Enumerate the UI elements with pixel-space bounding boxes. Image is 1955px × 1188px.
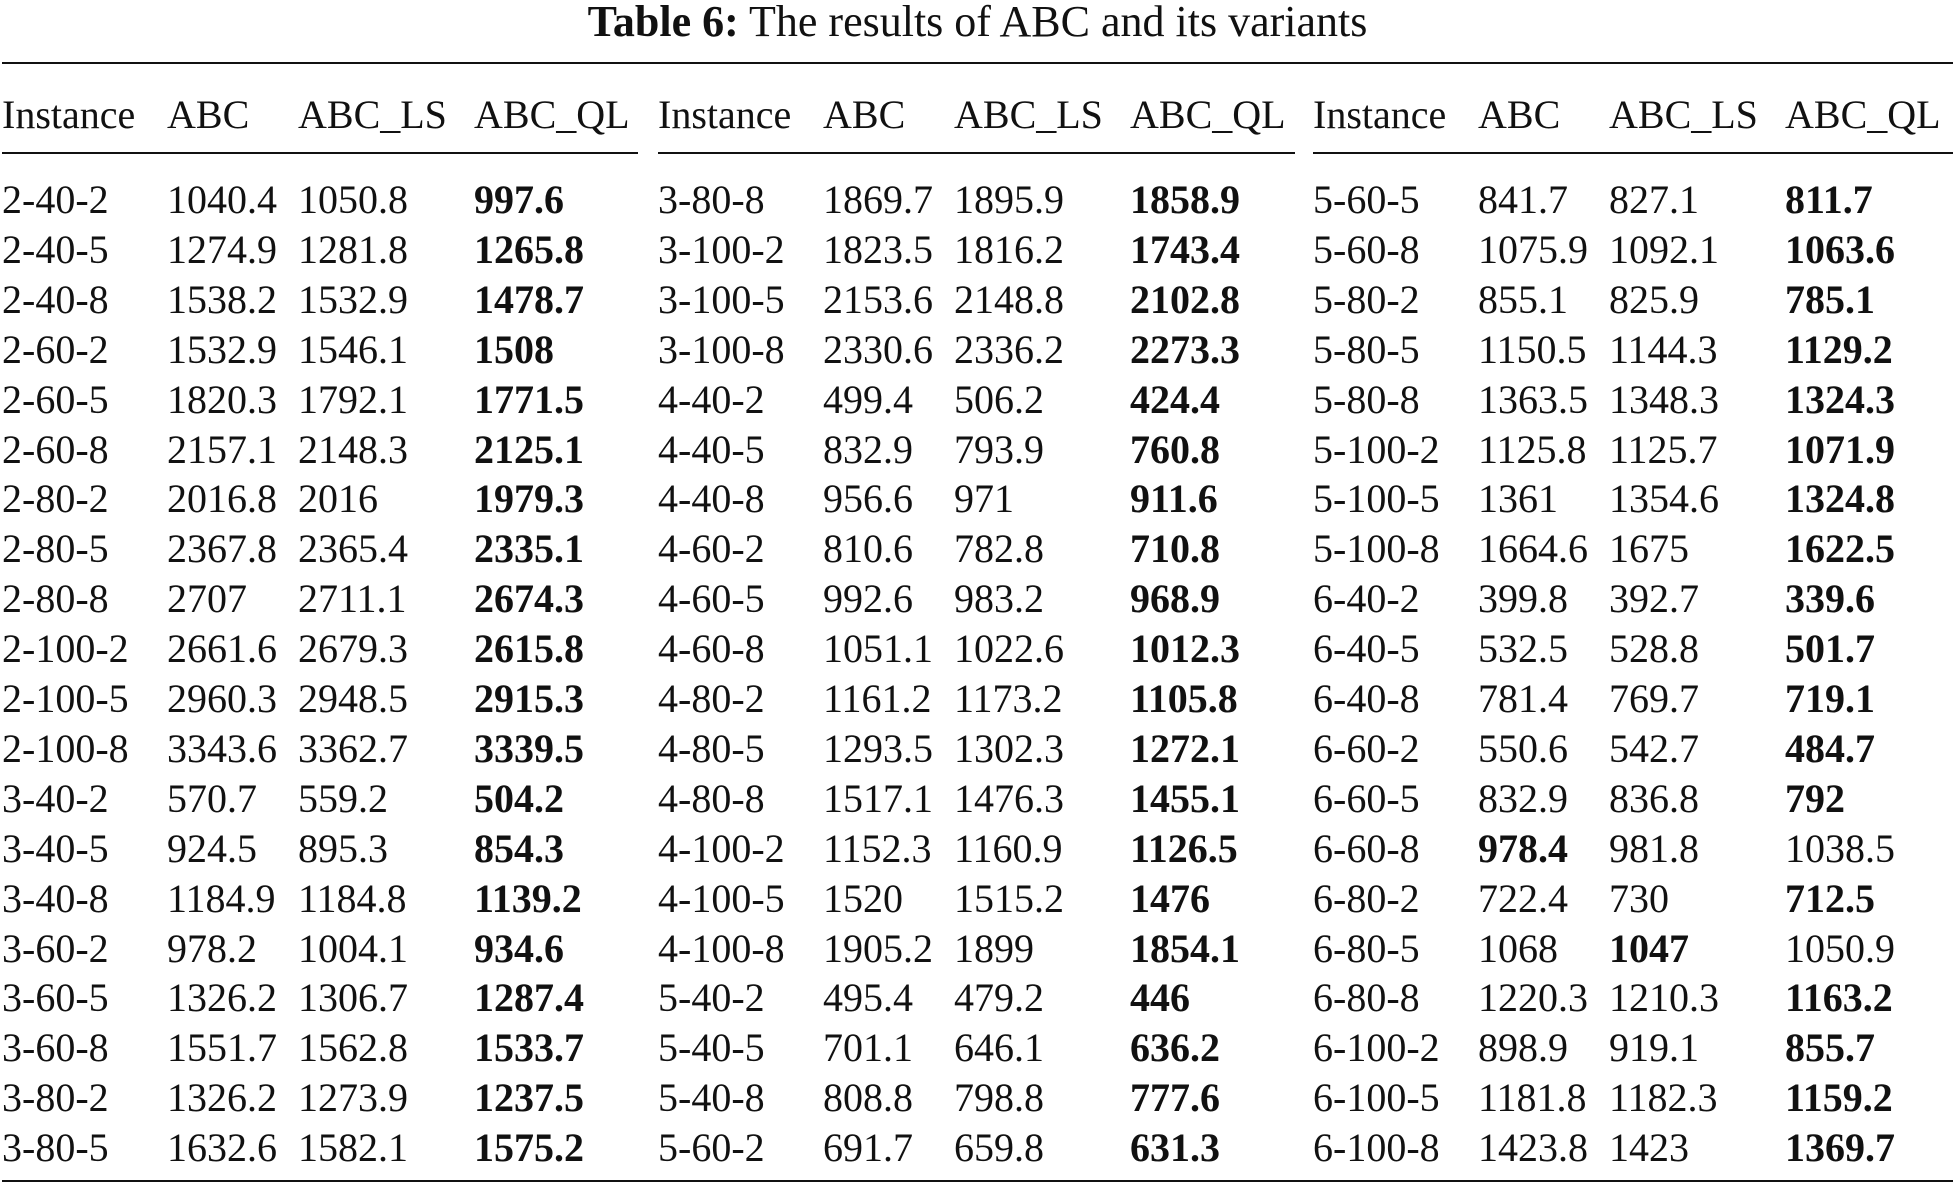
- abc-ql-cell: 1129.2: [1785, 327, 1893, 372]
- abc-cell: 570.7: [167, 776, 257, 821]
- abc-cell: 495.4: [823, 975, 913, 1020]
- instance-cell: 3-40-8: [2, 876, 109, 921]
- abc-cell: 1820.3: [167, 377, 277, 422]
- instance-cell: 3-80-5: [2, 1125, 109, 1170]
- instance-cell: 5-100-2: [1313, 427, 1440, 472]
- instance-cell: 4-60-2: [658, 526, 765, 571]
- abc-cell: 1293.5: [823, 726, 933, 771]
- column-header-abc: ABC: [167, 92, 250, 137]
- column-header-instance: Instance: [1313, 92, 1447, 137]
- instance-cell: 6-40-5: [1313, 626, 1420, 671]
- abc-ls-cell: 1302.3: [954, 726, 1064, 771]
- abc-ql-cell: 1369.7: [1785, 1125, 1895, 1170]
- instance-cell: 4-40-8: [658, 476, 765, 521]
- abc-ql-cell: 2674.3: [474, 576, 584, 621]
- abc-ql-cell: 1622.5: [1785, 526, 1895, 571]
- instance-cell: 6-100-2: [1313, 1025, 1440, 1070]
- abc-ls-cell: 528.8: [1609, 626, 1699, 671]
- abc-ls-cell: 1047: [1609, 926, 1689, 971]
- abc-ql-cell: 501.7: [1785, 626, 1875, 671]
- instance-cell: 4-100-2: [658, 826, 785, 871]
- abc-cell: 898.9: [1478, 1025, 1568, 1070]
- abc-ql-cell: 934.6: [474, 926, 564, 971]
- instance-cell: 5-40-2: [658, 975, 765, 1020]
- abc-ql-cell: 1105.8: [1130, 676, 1238, 721]
- abc-ls-cell: 827.1: [1609, 177, 1699, 222]
- abc-ls-cell: 542.7: [1609, 726, 1699, 771]
- abc-ls-cell: 1182.3: [1609, 1075, 1718, 1120]
- instance-cell: 5-60-2: [658, 1125, 765, 1170]
- abc-ls-cell: 1515.2: [954, 876, 1064, 921]
- abc-ls-cell: 479.2: [954, 975, 1044, 1020]
- abc-ls-cell: 1050.8: [298, 177, 408, 222]
- abc-ls-cell: 506.2: [954, 377, 1044, 422]
- abc-cell: 1905.2: [823, 926, 933, 971]
- abc-cell: 1161.2: [823, 676, 932, 721]
- abc-ls-cell: 1092.1: [1609, 227, 1719, 272]
- abc-cell: 1274.9: [167, 227, 277, 272]
- instance-cell: 3-100-8: [658, 327, 785, 372]
- instance-cell: 6-80-5: [1313, 926, 1420, 971]
- abc-ls-cell: 2365.4: [298, 526, 408, 571]
- abc-ql-cell: 811.7: [1785, 177, 1873, 222]
- abc-ls-cell: 1348.3: [1609, 377, 1719, 422]
- abc-ql-cell: 2125.1: [474, 427, 584, 472]
- abc-cell: 1068: [1478, 926, 1558, 971]
- instance-cell: 3-100-2: [658, 227, 785, 272]
- abc-ls-cell: 1562.8: [298, 1025, 408, 1070]
- abc-ql-cell: 1126.5: [1130, 826, 1238, 871]
- abc-cell: 832.9: [1478, 776, 1568, 821]
- abc-cell: 1664.6: [1478, 526, 1588, 571]
- abc-ls-cell: 825.9: [1609, 277, 1699, 322]
- instance-cell: 4-60-8: [658, 626, 765, 671]
- abc-ls-cell: 2679.3: [298, 626, 408, 671]
- instance-cell: 3-80-8: [658, 177, 765, 222]
- header-rule: [2, 152, 638, 154]
- instance-cell: 5-100-5: [1313, 476, 1440, 521]
- abc-ls-cell: 1476.3: [954, 776, 1064, 821]
- instance-cell: 5-40-5: [658, 1025, 765, 1070]
- abc-ql-cell: 1508: [474, 327, 554, 372]
- abc-ql-cell: 854.3: [474, 826, 564, 871]
- caption-label: Table 6:: [587, 0, 739, 46]
- instance-cell: 6-40-2: [1313, 576, 1420, 621]
- abc-ls-cell: 2148.8: [954, 277, 1064, 322]
- instance-cell: 2-100-8: [2, 726, 129, 771]
- abc-ls-cell: 1895.9: [954, 177, 1064, 222]
- instance-cell: 4-100-8: [658, 926, 785, 971]
- abc-ls-cell: 646.1: [954, 1025, 1044, 1070]
- abc-cell: 978.2: [167, 926, 257, 971]
- instance-cell: 6-80-8: [1313, 975, 1420, 1020]
- abc-cell: 956.6: [823, 476, 913, 521]
- abc-ql-cell: 1139.2: [474, 876, 582, 921]
- abc-ql-cell: 1854.1: [1130, 926, 1240, 971]
- instance-cell: 5-80-8: [1313, 377, 1420, 422]
- abc-ls-cell: 1210.3: [1609, 975, 1719, 1020]
- abc-ls-cell: 798.8: [954, 1075, 1044, 1120]
- abc-ls-cell: 1306.7: [298, 975, 408, 1020]
- instance-cell: 6-40-8: [1313, 676, 1420, 721]
- abc-ql-cell: 997.6: [474, 177, 564, 222]
- instance-cell: 5-40-8: [658, 1075, 765, 1120]
- abc-cell: 3343.6: [167, 726, 277, 771]
- instance-cell: 6-60-8: [1313, 826, 1420, 871]
- abc-cell: 1184.9: [167, 876, 276, 921]
- abc-cell: 855.1: [1478, 277, 1568, 322]
- abc-ls-cell: 1546.1: [298, 327, 408, 372]
- abc-cell: 841.7: [1478, 177, 1568, 222]
- abc-cell: 550.6: [1478, 726, 1568, 771]
- abc-ql-cell: 712.5: [1785, 876, 1875, 921]
- instance-cell: 2-40-8: [2, 277, 109, 322]
- abc-cell: 1051.1: [823, 626, 933, 671]
- abc-ls-cell: 793.9: [954, 427, 1044, 472]
- instance-cell: 3-60-8: [2, 1025, 109, 1070]
- instance-cell: 2-60-8: [2, 427, 109, 472]
- instance-cell: 3-80-2: [2, 1075, 109, 1120]
- column-header-abc-ql: ABC_QL: [1130, 92, 1286, 137]
- abc-ql-cell: 1743.4: [1130, 227, 1240, 272]
- instance-cell: 3-40-5: [2, 826, 109, 871]
- abc-cell: 1517.1: [823, 776, 933, 821]
- abc-ql-cell: 1324.3: [1785, 377, 1895, 422]
- abc-ql-cell: 631.3: [1130, 1125, 1220, 1170]
- abc-cell: 691.7: [823, 1125, 913, 1170]
- abc-ls-cell: 1160.9: [954, 826, 1063, 871]
- instance-cell: 4-80-5: [658, 726, 765, 771]
- abc-cell: 2153.6: [823, 277, 933, 322]
- abc-cell: 1220.3: [1478, 975, 1588, 1020]
- abc-ql-cell: 1575.2: [474, 1125, 584, 1170]
- instance-cell: 2-60-5: [2, 377, 109, 422]
- abc-ql-cell: 1979.3: [474, 476, 584, 521]
- instance-cell: 6-80-2: [1313, 876, 1420, 921]
- abc-ql-cell: 777.6: [1130, 1075, 1220, 1120]
- abc-cell: 1363.5: [1478, 377, 1588, 422]
- abc-cell: 1326.2: [167, 1075, 277, 1120]
- abc-ls-cell: 1792.1: [298, 377, 408, 422]
- abc-ls-cell: 895.3: [298, 826, 388, 871]
- top-rule: [2, 62, 1953, 64]
- instance-cell: 4-100-5: [658, 876, 785, 921]
- abc-ql-cell: 1063.6: [1785, 227, 1895, 272]
- abc-cell: 1361: [1478, 476, 1558, 521]
- abc-ql-cell: 2335.1: [474, 526, 584, 571]
- instance-cell: 5-80-5: [1313, 327, 1420, 372]
- abc-ls-cell: 1144.3: [1609, 327, 1718, 372]
- instance-cell: 2-80-2: [2, 476, 109, 521]
- abc-ls-cell: 836.8: [1609, 776, 1699, 821]
- instance-cell: 5-80-2: [1313, 277, 1420, 322]
- instance-cell: 3-60-5: [2, 975, 109, 1020]
- abc-cell: 924.5: [167, 826, 257, 871]
- abc-ql-cell: 1478.7: [474, 277, 584, 322]
- abc-cell: 1551.7: [167, 1025, 277, 1070]
- abc-ql-cell: 2102.8: [1130, 277, 1240, 322]
- abc-ls-cell: 769.7: [1609, 676, 1699, 721]
- column-header-instance: Instance: [658, 92, 792, 137]
- abc-ql-cell: 2273.3: [1130, 327, 1240, 372]
- abc-cell: 499.4: [823, 377, 913, 422]
- abc-ql-cell: 792: [1785, 776, 1845, 821]
- column-header-abc-ls: ABC_LS: [954, 92, 1103, 137]
- instance-cell: 2-40-2: [2, 177, 109, 222]
- bottom-rule: [2, 1180, 1953, 1182]
- abc-cell: 832.9: [823, 427, 913, 472]
- abc-cell: 1181.8: [1478, 1075, 1587, 1120]
- abc-ls-cell: 1125.7: [1609, 427, 1718, 472]
- instance-cell: 5-100-8: [1313, 526, 1440, 571]
- abc-ls-cell: 983.2: [954, 576, 1044, 621]
- abc-ql-cell: 1237.5: [474, 1075, 584, 1120]
- abc-ql-cell: 504.2: [474, 776, 564, 821]
- abc-cell: 1823.5: [823, 227, 933, 272]
- abc-cell: 992.6: [823, 576, 913, 621]
- column-header-instance: Instance: [2, 92, 136, 137]
- abc-ls-cell: 919.1: [1609, 1025, 1699, 1070]
- abc-cell: 1869.7: [823, 177, 933, 222]
- abc-ls-cell: 659.8: [954, 1125, 1044, 1170]
- abc-ql-cell: 1163.2: [1785, 975, 1893, 1020]
- abc-ql-cell: 1771.5: [474, 377, 584, 422]
- instance-cell: 4-40-2: [658, 377, 765, 422]
- column-header-abc: ABC: [823, 92, 906, 137]
- instance-cell: 4-40-5: [658, 427, 765, 472]
- abc-ls-cell: 2148.3: [298, 427, 408, 472]
- abc-ls-cell: 1281.8: [298, 227, 408, 272]
- abc-cell: 2016.8: [167, 476, 277, 521]
- abc-ls-cell: 1173.2: [954, 676, 1063, 721]
- abc-ql-cell: 1159.2: [1785, 1075, 1893, 1120]
- abc-cell: 1326.2: [167, 975, 277, 1020]
- abc-ls-cell: 971: [954, 476, 1014, 521]
- abc-ql-cell: 1287.4: [474, 975, 584, 1020]
- abc-ql-cell: 2615.8: [474, 626, 584, 671]
- abc-ql-cell: 484.7: [1785, 726, 1875, 771]
- instance-cell: 3-100-5: [658, 277, 785, 322]
- abc-cell: 399.8: [1478, 576, 1568, 621]
- abc-cell: 1152.3: [823, 826, 932, 871]
- instance-cell: 2-80-8: [2, 576, 109, 621]
- column-header-abc-ls: ABC_LS: [1609, 92, 1758, 137]
- instance-cell: 2-60-2: [2, 327, 109, 372]
- abc-ls-cell: 730: [1609, 876, 1669, 921]
- abc-cell: 1040.4: [167, 177, 277, 222]
- abc-ls-cell: 1532.9: [298, 277, 408, 322]
- abc-cell: 701.1: [823, 1025, 913, 1070]
- instance-cell: 4-80-8: [658, 776, 765, 821]
- abc-cell: 1520: [823, 876, 903, 921]
- abc-ql-cell: 1324.8: [1785, 476, 1895, 521]
- header-rule: [658, 152, 1295, 154]
- abc-cell: 1150.5: [1478, 327, 1587, 372]
- abc-ls-cell: 981.8: [1609, 826, 1699, 871]
- abc-ql-cell: 1533.7: [474, 1025, 584, 1070]
- instance-cell: 4-80-2: [658, 676, 765, 721]
- abc-cell: 1532.9: [167, 327, 277, 372]
- instance-cell: 6-60-5: [1313, 776, 1420, 821]
- abc-ql-cell: 760.8: [1130, 427, 1220, 472]
- abc-ls-cell: 3362.7: [298, 726, 408, 771]
- abc-ql-cell: 710.8: [1130, 526, 1220, 571]
- abc-ql-cell: 1050.9: [1785, 926, 1895, 971]
- column-header-abc-ls: ABC_LS: [298, 92, 447, 137]
- instance-cell: 2-100-2: [2, 626, 129, 671]
- header-rule: [1313, 152, 1953, 154]
- instance-cell: 2-80-5: [2, 526, 109, 571]
- abc-ls-cell: 1675: [1609, 526, 1689, 571]
- abc-ls-cell: 1184.8: [298, 876, 407, 921]
- abc-ql-cell: 446: [1130, 975, 1190, 1020]
- abc-ql-cell: 1272.1: [1130, 726, 1240, 771]
- abc-ql-cell: 1071.9: [1785, 427, 1895, 472]
- abc-ls-cell: 1022.6: [954, 626, 1064, 671]
- abc-ql-cell: 911.6: [1130, 476, 1218, 521]
- abc-ql-cell: 968.9: [1130, 576, 1220, 621]
- abc-cell: 1125.8: [1478, 427, 1587, 472]
- abc-ql-cell: 855.7: [1785, 1025, 1875, 1070]
- abc-cell: 722.4: [1478, 876, 1568, 921]
- abc-ql-cell: 3339.5: [474, 726, 584, 771]
- abc-ql-cell: 1265.8: [474, 227, 584, 272]
- abc-ql-cell: 1038.5: [1785, 826, 1895, 871]
- instance-cell: 2-40-5: [2, 227, 109, 272]
- column-header-abc: ABC: [1478, 92, 1561, 137]
- abc-cell: 781.4: [1478, 676, 1568, 721]
- abc-cell: 2960.3: [167, 676, 277, 721]
- abc-ql-cell: 2915.3: [474, 676, 584, 721]
- abc-cell: 1538.2: [167, 277, 277, 322]
- abc-cell: 532.5: [1478, 626, 1568, 671]
- abc-ql-cell: 785.1: [1785, 277, 1875, 322]
- instance-cell: 6-100-5: [1313, 1075, 1440, 1120]
- abc-cell: 1423.8: [1478, 1125, 1588, 1170]
- abc-ls-cell: 2948.5: [298, 676, 408, 721]
- abc-cell: 810.6: [823, 526, 913, 571]
- instance-cell: 3-60-2: [2, 926, 109, 971]
- abc-cell: 2661.6: [167, 626, 277, 671]
- abc-ql-cell: 719.1: [1785, 676, 1875, 721]
- abc-ls-cell: 1816.2: [954, 227, 1064, 272]
- abc-ql-cell: 424.4: [1130, 377, 1220, 422]
- instance-cell: 2-100-5: [2, 676, 129, 721]
- abc-ls-cell: 1273.9: [298, 1075, 408, 1120]
- abc-ls-cell: 1354.6: [1609, 476, 1719, 521]
- abc-ql-cell: 1858.9: [1130, 177, 1240, 222]
- instance-cell: 6-60-2: [1313, 726, 1420, 771]
- abc-ql-cell: 1476: [1130, 876, 1210, 921]
- abc-cell: 2157.1: [167, 427, 277, 472]
- abc-ls-cell: 1582.1: [298, 1125, 408, 1170]
- abc-cell: 2367.8: [167, 526, 277, 571]
- abc-ql-cell: 1012.3: [1130, 626, 1240, 671]
- caption-text: The results of ABC and its variants: [749, 0, 1368, 46]
- abc-ql-cell: 636.2: [1130, 1025, 1220, 1070]
- abc-cell: 1632.6: [167, 1125, 277, 1170]
- instance-cell: 6-100-8: [1313, 1125, 1440, 1170]
- column-header-abc-ql: ABC_QL: [1785, 92, 1941, 137]
- abc-ls-cell: 1423: [1609, 1125, 1689, 1170]
- abc-ql-cell: 1455.1: [1130, 776, 1240, 821]
- abc-ls-cell: 1899: [954, 926, 1034, 971]
- abc-ls-cell: 782.8: [954, 526, 1044, 571]
- abc-cell: 2330.6: [823, 327, 933, 372]
- abc-ls-cell: 2711.1: [298, 576, 407, 621]
- instance-cell: 5-60-8: [1313, 227, 1420, 272]
- abc-cell: 808.8: [823, 1075, 913, 1120]
- table-caption: [0, 0, 1955, 44]
- abc-cell: 2707: [167, 576, 247, 621]
- abc-ls-cell: 2016: [298, 476, 378, 521]
- abc-ql-cell: 339.6: [1785, 576, 1875, 621]
- abc-cell: 978.4: [1478, 826, 1568, 871]
- abc-ls-cell: 2336.2: [954, 327, 1064, 372]
- instance-cell: 5-60-5: [1313, 177, 1420, 222]
- column-header-abc-ql: ABC_QL: [474, 92, 630, 137]
- abc-ls-cell: 1004.1: [298, 926, 408, 971]
- instance-cell: 3-40-2: [2, 776, 109, 821]
- abc-ls-cell: 392.7: [1609, 576, 1699, 621]
- abc-ls-cell: 559.2: [298, 776, 388, 821]
- abc-cell: 1075.9: [1478, 227, 1588, 272]
- instance-cell: 4-60-5: [658, 576, 765, 621]
